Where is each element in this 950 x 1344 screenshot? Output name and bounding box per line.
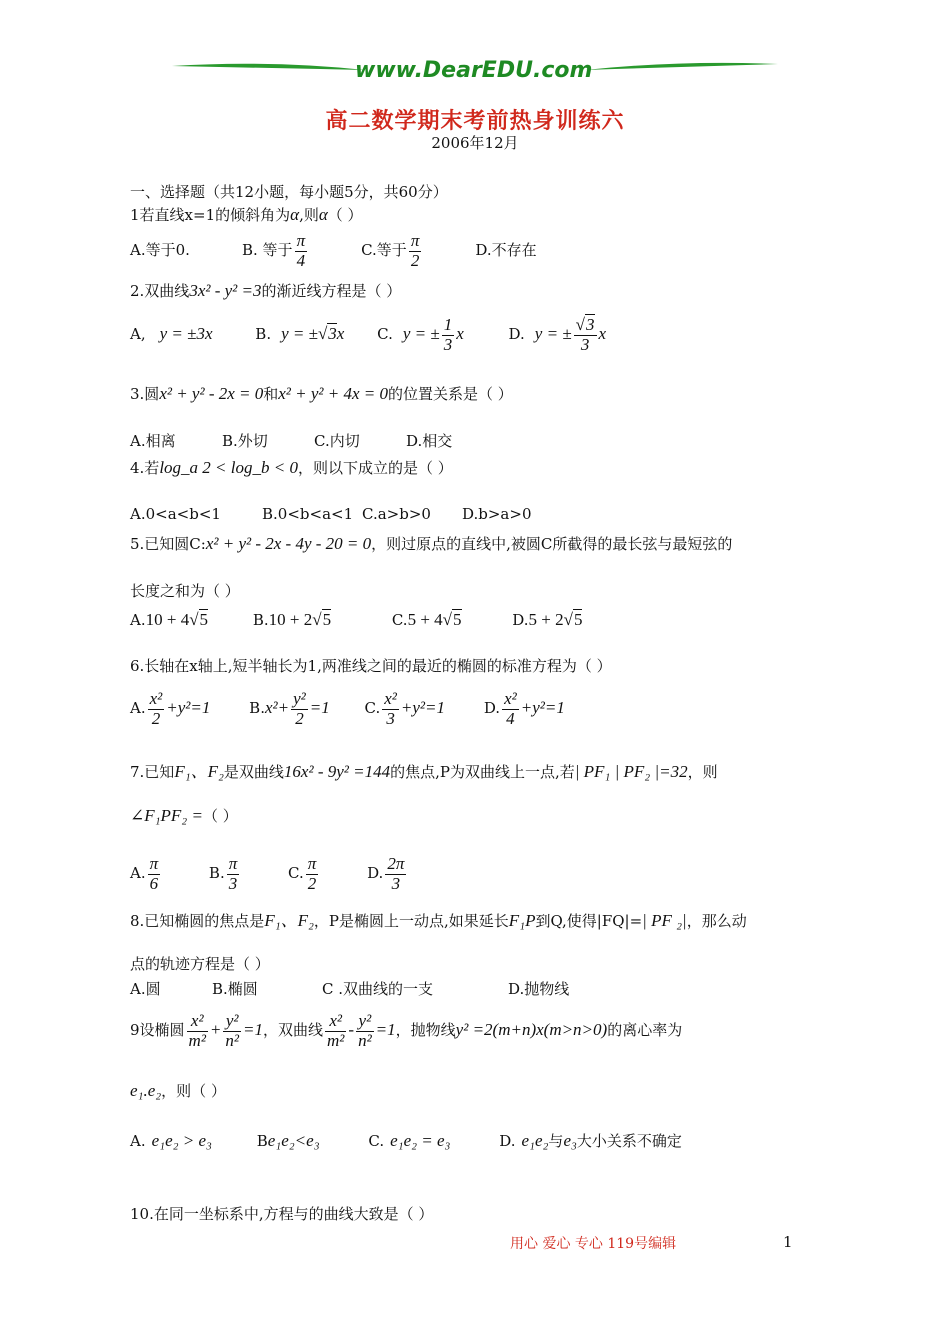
- q5-options: A.10 + 4√5 B.10 + 2√5 C.5 + 4√5 D.5 + 2√5: [130, 610, 583, 629]
- question-9: 9设椭圆 $\frac{\text{x²}}{\text{m²}}$ + $\frac{\text{y²}}{\text{n²}}$ =1，双曲线 $\frac{\text{x²}}{\text{m²}}$ - $\frac{\text{y²}}{\text{n²}}$ =1，抛物线y² =2(m+n)x(m>n>0)的离心率为: [130, 1011, 683, 1050]
- question-4: 4.若log_a 2 < log_b < 0，则以下成立的是（ ）: [130, 458, 453, 477]
- q7-options: A. $\frac{\pi}{6}$ B. $\frac{\pi}{3}$ C. $\frac{\pi}{2}$ D. $\frac{2\pi}{3}$: [130, 854, 405, 893]
- question-2: 2.双曲线3x² - y² =3的渐近线方程是（ ）: [130, 281, 402, 300]
- date: 2006年12月: [431, 134, 519, 152]
- q9-options: A. e₁e₂ > e₃ Be₁e₂<e₃ C. e₁e₂ = e₃ D. e₁e₂与e₃大小关系不确定: [130, 1131, 682, 1150]
- q5-line2: 长度之和为（ ）: [130, 582, 240, 600]
- question-1: 1若直线x=1的倾斜角为α,则α（ ）: [130, 205, 363, 224]
- section-heading: 一、选择题（共12小题，每小题5分，共60分）: [130, 183, 448, 201]
- q6-options: A. $\frac{\text{x²}}{2}$ +y²=1 B.x²+ $\frac{\text{y²}}{2}$ =1 C. $\frac{\text{x²}}{3}$ +y²=1 D. $\frac{\text{x²}}{4}$ +y²=1: [130, 689, 565, 728]
- q1-options: A.等于0. B. 等于 $\frac{\pi}{4}$ C.等于 $\frac{\pi}{2}$ D.不存在: [130, 231, 537, 270]
- question-10: 10.在同一坐标系中,方程与的曲线大致是（ ）: [130, 1205, 434, 1223]
- q4-options: A.0<a<b<1 B.0<b<a<1 C.a>b>0 D.b>a>0: [130, 505, 532, 523]
- q7-line2: ∠F₁PF₂ =（ ）: [130, 806, 238, 825]
- question-7: 7.已知F₁、F₂是双曲线16x² - 9y² =144的焦点,P为双曲线上一点,若| PF₁ | PF₂ |=32，则: [130, 762, 718, 781]
- question-6: 6.长轴在x轴上,短半轴长为1,两准线之间的最近的椭圆的标准方程为（ ）: [130, 657, 612, 675]
- footer-text: 用心 爱心 专心 119号编辑: [510, 1236, 677, 1252]
- q9-line2: e₁.e₂，则（ ）: [130, 1081, 226, 1100]
- page-number: 1: [783, 1233, 793, 1251]
- q8-line2: 点的轨迹方程是（ ）: [130, 955, 270, 973]
- q8-options: A.圆 B.椭圆 C .双曲线的一支 D.抛物线: [130, 980, 570, 998]
- q3-options: A.相离 B.外切 C.内切 D.相交: [130, 432, 453, 450]
- site-logo: www.DearEDU.com: [355, 58, 593, 83]
- question-3: 3.圆x² + y² - 2x = 0和x² + y² + 4x = 0的位置关系是（ ）: [130, 384, 513, 403]
- question-5: 5.已知圆C:x² + y² - 2x - 4y - 20 = 0，则过原点的直线中,被圆C所截得的最长弦与最短弦的: [130, 534, 733, 553]
- q2-options: A, y = ±3x B. y = ±√3x C. y = ± $\frac{1}{3}$ x D. y = ± $\frac{√3}{3}$ x: [130, 315, 607, 354]
- page-title: 高二数学期末考前热身训练六: [325, 108, 625, 134]
- question-8: 8.已知椭圆的焦点是F₁、F₂，P是椭圆上一动点,如果延长F₁P到Q,使得|FQ|=| PF ₂|，那么动: [130, 911, 747, 930]
